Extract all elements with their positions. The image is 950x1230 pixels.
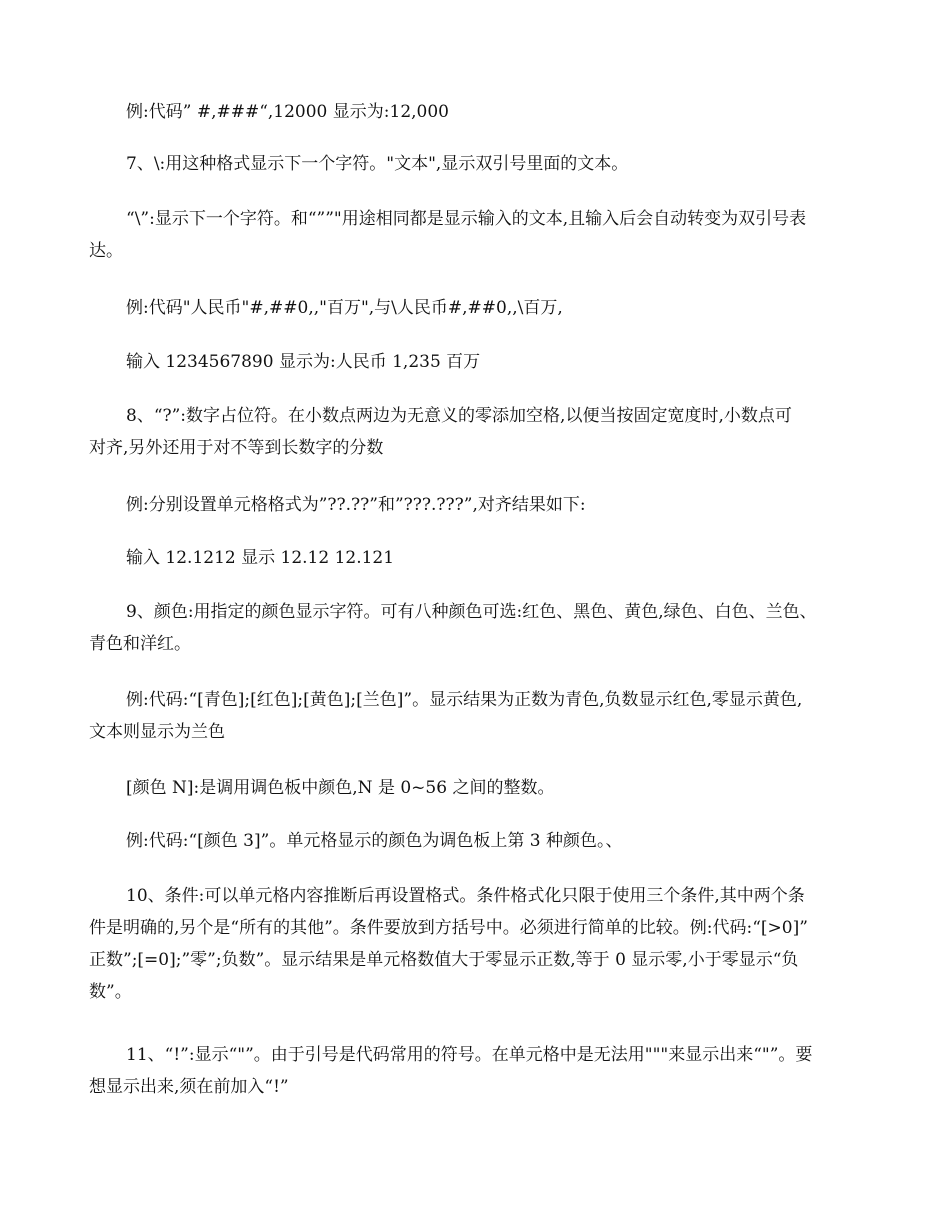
paragraph-line: 青色和洋红。 — [89, 634, 191, 654]
paragraph-13 — [89, 880, 874, 1008]
paragraph-line: 达。 — [89, 241, 123, 261]
paragraph-1 — [89, 96, 874, 128]
paragraph-line: 9、颜色:用指定的颜色显示字符。可有八种颜色可选:红色、黑色、黄色,绿色、白色、兰色、 — [126, 602, 817, 622]
paragraph-line: 例:代码"人民币"#,##0,,"百万",与\人民币#,##0,,\百万, — [126, 298, 563, 318]
paragraph-line: 输入 12.1212 显示 12.12 12.121 — [126, 548, 395, 568]
paragraph-3 — [89, 203, 874, 267]
paragraph-2 — [89, 148, 874, 180]
paragraph-7 — [89, 489, 874, 521]
paragraph-line: 7、\:用这种格式显示下一个字符。"文本",显示双引号里面的文本。 — [126, 154, 629, 174]
paragraph-line: 数”。 — [89, 982, 132, 1002]
paragraph-line: 11、“!”:显示“"”。由于引号是代码常用的符号。在单元格中是无法用"""来显示出来“"”。要 — [126, 1045, 813, 1065]
paragraph-line: 8、“?”:数字占位符。在小数点两边为无意义的零添加空格,以便当按固定宽度时,小数点可 — [126, 406, 792, 426]
paragraph-11 — [89, 772, 874, 804]
paragraph-line: 对齐,另外还用于对不等到长数字的分数 — [89, 438, 384, 458]
paragraph-9 — [89, 596, 874, 660]
paragraph-line: 件是明确的,另个是“所有的其他”。条件要放到方括号中。必须进行简单的比较。例:代码:“[>0]” — [89, 918, 808, 938]
paragraph-line: 输入 1234567890 显示为:人民币 1,235 百万 — [126, 352, 481, 372]
paragraph-6 — [89, 400, 874, 464]
paragraph-5 — [89, 346, 874, 378]
paragraph-line: 文本则显示为兰色 — [89, 722, 225, 742]
paragraph-line: 10、条件:可以单元格内容推断后再设置格式。条件格式化只限于使用三个条件,其中两个条 — [126, 886, 805, 906]
paragraph-10 — [89, 684, 874, 748]
paragraph-line: 想显示出来,须在前加入“!” — [89, 1077, 289, 1097]
paragraph-8 — [89, 542, 874, 574]
paragraph-line: “\”:显示下一个字符。和“””"用途相同都是显示输入的文本,且输入后会自动转变为双引号表 — [126, 209, 807, 229]
paragraph-line: 例:代码” #,###“,12000 显示为:12,000 — [126, 102, 449, 122]
paragraph-12 — [89, 825, 874, 857]
paragraph-line: [颜色 N]:是调用调色板中颜色,N 是 0~56 之间的整数。 — [126, 778, 555, 798]
paragraph-line: 例:代码:“[青色];[红色];[黄色];[兰色]”。显示结果为正数为青色,负数显示红色,零显示黄色, — [126, 690, 803, 710]
paragraph-line: 例:代码:“[颜色 3]”。单元格显示的颜色为调色板上第 3 种颜色。、 — [126, 831, 623, 851]
paragraph-14 — [89, 1039, 874, 1103]
paragraph-4 — [89, 292, 874, 324]
paragraph-line: 例:分别设置单元格格式为”??.??”和”???.???”,对齐结果如下: — [126, 495, 586, 515]
paragraph-line: 正数”;[=0];”零”;负数”。显示结果是单元格数值大于零显示正数,等于 0 显示零,小于零显示“负 — [89, 950, 799, 970]
